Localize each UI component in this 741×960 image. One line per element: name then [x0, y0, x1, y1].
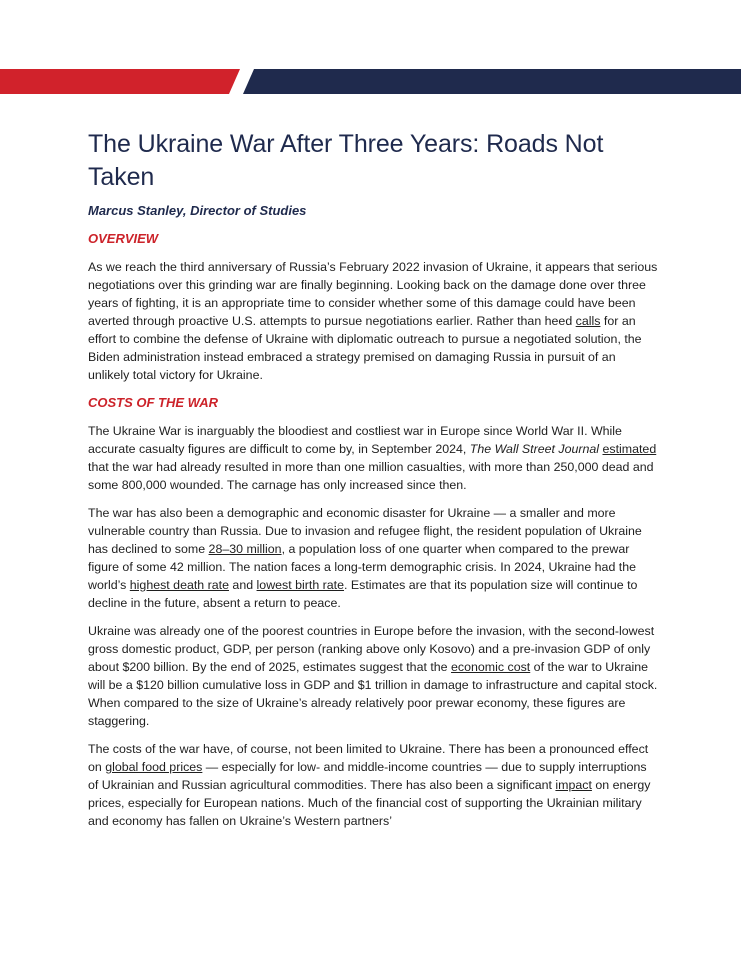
- banner-navy-stripe: [243, 69, 741, 94]
- link-estimated[interactable]: estimated: [602, 442, 657, 456]
- link-economic-cost[interactable]: economic cost: [451, 660, 531, 674]
- page-title: The Ukraine War After Three Years: Roads Not Taken: [88, 130, 604, 191]
- section-heading-costs: COSTS OF THE WAR: [88, 395, 218, 410]
- author-byline: Marcus Stanley, Director of Studies: [88, 203, 307, 218]
- link-impact[interactable]: impact: [555, 778, 592, 792]
- document-body: [88, 128, 658, 840]
- header-banner: [0, 69, 741, 94]
- section-heading-overview: OVERVIEW: [88, 231, 159, 246]
- link-global-food-prices[interactable]: global food prices: [105, 760, 203, 774]
- link-lowest-birth-rate[interactable]: lowest birth rate: [256, 578, 345, 592]
- paragraph-costs-1: The Ukraine War is inarguably the bloodiest and costliest war in Europe since World War II. While accurate casualty figures are difficult to come by, in September 2024, The Wall Street Journal estimated that the war had already resulted in more than one million casualties, with more than 250,000 dead and some 800,000 wounded. The carnage has only increased since then.: [88, 424, 657, 492]
- publication-name: The Wall Street Journal: [469, 442, 600, 456]
- paragraph-overview-1: As we reach the third anniversary of Russia’s February 2022 invasion of Ukraine, it appears that serious negotiations over this grinding war are finally beginning. Looking back on the damage done over three years of fighting, it is an appropriate time to consider whether some of this damage could have been averted through proactive U.S. attempts to pursue negotiations earlier. Rather than heed calls for an effort to combine the defense of Ukraine with diplomatic outreach to pursue a negotiated solution, the Biden administration instead embraced a strategy premised on damaging Russia in pursuit of an unlikely total victory for Ukraine.: [88, 260, 658, 382]
- paragraph-costs-4: The costs of the war have, of course, not been limited to Ukraine. There has been a pronounced effect on global food prices — especially for low- and middle-income countries — due to supply interruptions of Ukrainian and Russian agricultural commodities. There has also been a significant impact on energy prices, especially for European nations. Much of the financial cost of supporting the Ukrainian military and economy has fallen on Ukraine’s Western partners’: [88, 742, 651, 828]
- paragraph-costs-3: Ukraine was already one of the poorest countries in Europe before the invasion, with the second-lowest gross domestic product, GDP, per person (ranking above only Kosovo) and a pre-invasion GDP of only about $200 billion. By the end of 2025, estimates suggest that the economic cost of the war to Ukraine will be a $120 billion cumulative loss in GDP and $1 trillion in damage to infrastructure and capital stock. When compared to the size of Ukraine’s already relatively poor prewar economy, these figures are staggering.: [88, 624, 658, 728]
- link-population[interactable]: 28–30 million: [208, 542, 282, 556]
- banner-red-stripe: [0, 69, 240, 94]
- paragraph-costs-2: The war has also been a demographic and economic disaster for Ukraine — a smaller and more vulnerable country than Russia. Due to invasion and refugee flight, the resident population of Ukraine has declined to some 28–30 million, a population loss of one quarter when compared to the prewar figure of some 42 million. The nation faces a long-term demographic crisis. In 2024, Ukraine had the world’s highest death rate and lowest birth rate. Estimates are that its population size will continue to decline in the future, absent a return to peace.: [88, 506, 642, 610]
- link-highest-death-rate[interactable]: highest death rate: [129, 578, 229, 592]
- link-calls[interactable]: calls: [575, 314, 601, 328]
